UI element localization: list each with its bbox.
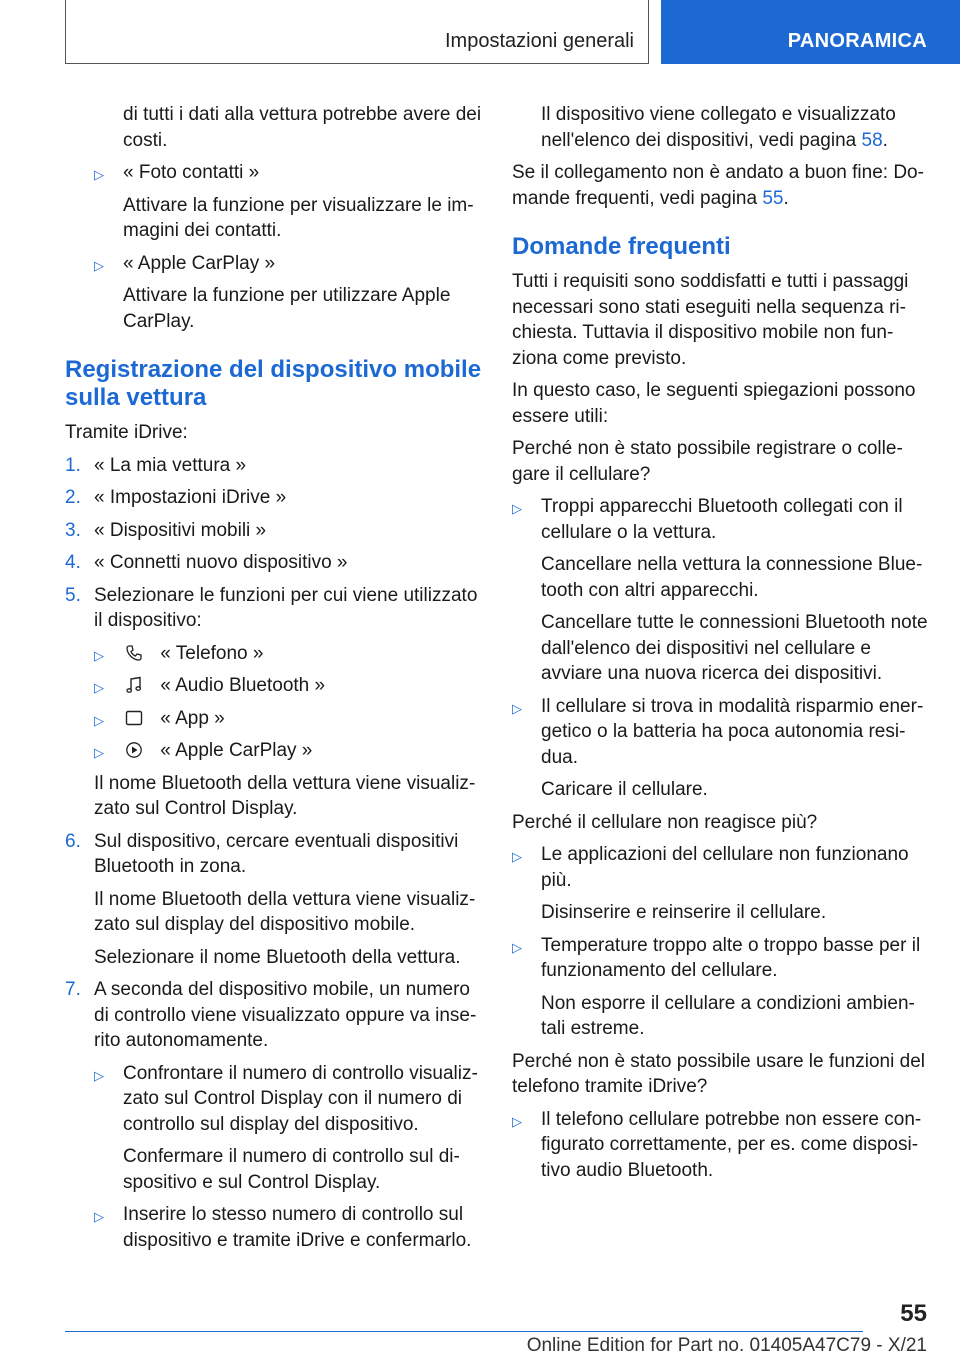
section-heading-registration: Registrazione del dispositivo mobile sulla vettura bbox=[65, 356, 482, 411]
step-number: 2. bbox=[65, 487, 81, 508]
foto-desc: Attivare la funzione per visualizzare le immagini dei contatti. bbox=[123, 194, 474, 241]
list-item-carplay bbox=[65, 251, 485, 277]
q1-bullet-1-note-2: Cancellare tutte le connessioni Bluetooth note dall'elenco dei dispositivi nel cellulare e avviare una nuova ricerca dei dispositivi. bbox=[541, 612, 928, 684]
step-7-bullet-1 bbox=[65, 1061, 485, 1138]
faq-intro-1: Tutti i requisiti sono soddisfatti e tutti i passaggi necessari sono stati eseguiti nella sequenza richiesta. Tuttavia il dispositivo mobile non funziona come previsto. bbox=[512, 271, 909, 369]
connected-note bbox=[512, 102, 932, 153]
bullet-icon: ▷ bbox=[512, 501, 522, 516]
q1-bullet-2-note: Caricare il cellulare. bbox=[541, 779, 708, 800]
footer-divider bbox=[65, 1331, 863, 1332]
option-audio bbox=[65, 673, 485, 699]
step-4 bbox=[65, 550, 485, 576]
right-column bbox=[512, 102, 932, 1190]
page-link-55[interactable]: 55 bbox=[762, 187, 784, 209]
bullet-icon: ▷ bbox=[94, 647, 104, 663]
question-2: Perché il cellulare non reagisce più? bbox=[512, 811, 818, 833]
failure-note bbox=[512, 160, 932, 211]
play-circle-icon bbox=[125, 741, 143, 759]
bullet-icon: ▷ bbox=[94, 712, 104, 728]
punctuation: . bbox=[882, 129, 888, 151]
bullet-icon: ▷ bbox=[512, 700, 522, 716]
carplay-desc: Attivare la funzione per utilizzare Apple CarPlay. bbox=[123, 285, 451, 332]
bullet-text: Troppi apparecchi Bluetooth collegati con il cellulare o la vettura. bbox=[541, 496, 903, 543]
step-5 bbox=[65, 583, 485, 634]
carplay-label: « Apple CarPlay » bbox=[123, 252, 276, 274]
step-7-bullet-2 bbox=[65, 1202, 485, 1253]
edition-footer: Online Edition for Part no. 01405A47C79 - X/21 bbox=[526, 1335, 927, 1356]
step-text: A seconda del dispositivo mobile, un numero di controllo viene visualizzato oppure va inserito autonomamente. bbox=[94, 979, 477, 1051]
q2-bullet-1-note: Disinserire e reinserire il cellulare. bbox=[541, 902, 827, 923]
connected-text: Il dispositivo viene collegato e visualizzato nell'elenco dei dispositivi, vedi pagina bbox=[541, 104, 896, 151]
step-6 bbox=[65, 829, 485, 880]
bullet-icon: ▷ bbox=[94, 1209, 104, 1224]
q1-bullet-2 bbox=[512, 694, 932, 771]
step-number: 5. bbox=[65, 584, 81, 606]
step-7 bbox=[65, 977, 485, 1054]
bullet-icon: ▷ bbox=[94, 167, 104, 182]
bullet-icon: ▷ bbox=[94, 257, 104, 273]
option-telefono bbox=[65, 641, 485, 667]
page-number: 55 bbox=[900, 1300, 927, 1327]
step-number: 6. bbox=[65, 830, 81, 852]
step-number: 3. bbox=[65, 519, 81, 541]
step-6-note-1: Il nome Bluetooth della vettura viene visualizzato sul display del dispositivo mobile. bbox=[94, 888, 476, 935]
phone-icon bbox=[125, 644, 143, 662]
step-text: Selezionare le funzioni per cui viene utilizzato il dispositivo: bbox=[94, 584, 478, 631]
question-1: Perché non è stato possibile registrare o collegare il cellulare? bbox=[512, 438, 903, 485]
bullet-text: Temperature troppo alte o troppo basse per il funzionamento del cellulare. bbox=[541, 934, 921, 981]
option-text: « Apple CarPlay » bbox=[160, 740, 313, 761]
option-app bbox=[65, 706, 485, 732]
option-apple-carplay bbox=[65, 738, 485, 764]
step-number: 7. bbox=[65, 979, 81, 1000]
q3-bullet-1 bbox=[512, 1107, 932, 1184]
bullet-icon: ▷ bbox=[512, 939, 522, 955]
step-3 bbox=[65, 518, 485, 544]
step-text: Sul dispositivo, cercare eventuali dispositivi Bluetooth in zona. bbox=[94, 830, 459, 877]
q2-bullet-2 bbox=[512, 933, 932, 984]
tab-title: PANORAMICA bbox=[787, 30, 927, 52]
q2-bullet-2-note: Non esporre il cellulare a condizioni ambientali estreme. bbox=[541, 992, 915, 1039]
bullet-icon: ▷ bbox=[94, 1067, 104, 1083]
option-text: « Audio Bluetooth » bbox=[160, 675, 326, 696]
bullet-text: Il telefono cellulare potrebbe non essere configurato correttamente, per es. come dispositivo audio Bluetooth. bbox=[541, 1108, 922, 1181]
step-text: « Impostazioni iDrive » bbox=[94, 487, 287, 508]
page-link-58[interactable]: 58 bbox=[861, 129, 883, 151]
header-tab bbox=[661, 0, 960, 64]
q2-bullet-1 bbox=[512, 842, 932, 893]
foto-label: « Foto contatti » bbox=[123, 162, 260, 183]
section-heading-faq: Domande frequenti bbox=[512, 233, 731, 260]
faq-intro-2: In questo caso, le seguenti spiegazioni possono essere utili: bbox=[512, 380, 916, 427]
failure-text: Se il collegamento non è andato a buon fine: Domande frequenti, vedi pagina bbox=[512, 162, 924, 209]
bullet-text: Il cellulare si trova in modalità risparmio energetico o la batteria ha poca autonomia residua. bbox=[541, 695, 924, 768]
intro-continued: di tutti i dati alla vettura potrebbe avere dei costi. bbox=[123, 104, 482, 151]
q1-bullet-1 bbox=[512, 494, 932, 545]
step-1 bbox=[65, 453, 485, 479]
step-5-note: Il nome Bluetooth della vettura viene visualizzato sul Control Display. bbox=[94, 772, 476, 819]
section-title: Impostazioni generali bbox=[445, 30, 634, 52]
option-text: « Telefono » bbox=[160, 642, 264, 664]
list-item-foto bbox=[65, 160, 485, 186]
app-window-icon bbox=[125, 709, 143, 727]
step-text: « Connetti nuovo dispositivo » bbox=[94, 552, 348, 573]
step-text: « Dispositivi mobili » bbox=[94, 519, 267, 541]
bullet-icon: ▷ bbox=[512, 849, 522, 864]
header-section bbox=[65, 0, 649, 64]
punctuation: . bbox=[783, 187, 789, 209]
left-column bbox=[65, 102, 485, 1260]
step-6-note-2: Selezionare il nome Bluetooth della vettura. bbox=[94, 946, 461, 968]
bullet-text: Confrontare il numero di controllo visualizzato sul Control Display con il numero di controllo sul display del dispositivo. bbox=[123, 1062, 478, 1135]
q1-bullet-1-note-1: Cancellare nella vettura la connessione Bluetooth con altri apparecchi. bbox=[541, 554, 923, 601]
tramite-text: Tramite iDrive: bbox=[65, 422, 188, 443]
step-number: 4. bbox=[65, 552, 81, 573]
music-note-icon bbox=[125, 676, 143, 694]
bullet-icon: ▷ bbox=[94, 680, 104, 695]
step-text: « La mia vettura » bbox=[94, 454, 247, 476]
bullet-text: Le applicazioni del cellulare non funzionano più. bbox=[541, 844, 909, 891]
step-number: 1. bbox=[65, 454, 81, 476]
bullet-icon: ▷ bbox=[512, 1113, 522, 1129]
bullet-text: Inserire lo stesso numero di controllo sul dispositivo e tramite iDrive e confermarlo. bbox=[123, 1204, 472, 1251]
option-text: « App » bbox=[160, 707, 225, 729]
bullet-icon: ▷ bbox=[94, 745, 104, 760]
question-3: Perché non è stato possibile usare le funzioni del telefono tramite iDrive? bbox=[512, 1050, 925, 1097]
step-2 bbox=[65, 485, 485, 511]
step-7-bullet-1-note: Confermare il numero di controllo sul dispositivo e sul Control Display. bbox=[123, 1146, 460, 1193]
